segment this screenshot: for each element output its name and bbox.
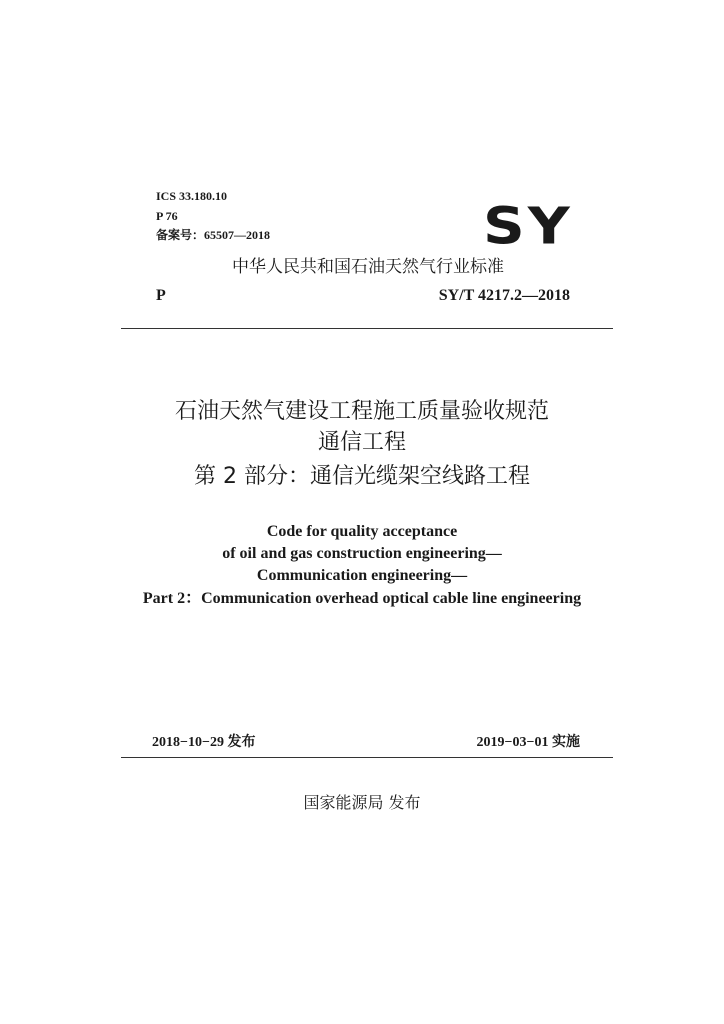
p-code: P 76: [156, 209, 178, 223]
title-cn-line-2: 通信工程: [317, 430, 406, 455]
ics-code: ICS 33.180.10: [156, 189, 228, 203]
bottom-divider: [121, 757, 613, 758]
industry-standard-title: 中华人民共和国石油天然气行业标准: [232, 257, 504, 277]
title-en-line-4: Part 2：Communication overhead optical cable line engineering: [142, 590, 582, 607]
title-cn-line-1: 石油天然气建设工程施工质量验收规范: [174, 399, 549, 424]
sy-logo: SY: [483, 195, 573, 256]
issue-date: 2018−10−29 发布: [152, 735, 256, 750]
top-divider: [121, 328, 613, 329]
title-en-line-1: Code for quality acceptance: [266, 523, 458, 540]
title-en-line-3: Communication engineering—: [256, 567, 468, 584]
effective-date: 2019−03−01 实施: [476, 735, 580, 750]
title-cn-line-3: 第 2 部分：通信光缆架空线路工程: [194, 464, 530, 489]
class-letter: P: [156, 287, 166, 304]
title-en-line-2: of oil and gas construction engineering—: [222, 545, 502, 562]
standard-number: SY/T 4217.2—2018: [438, 287, 570, 304]
record-number: 备案号：65507—2018: [156, 228, 271, 242]
issuer: 国家能源局 发布: [303, 793, 421, 812]
